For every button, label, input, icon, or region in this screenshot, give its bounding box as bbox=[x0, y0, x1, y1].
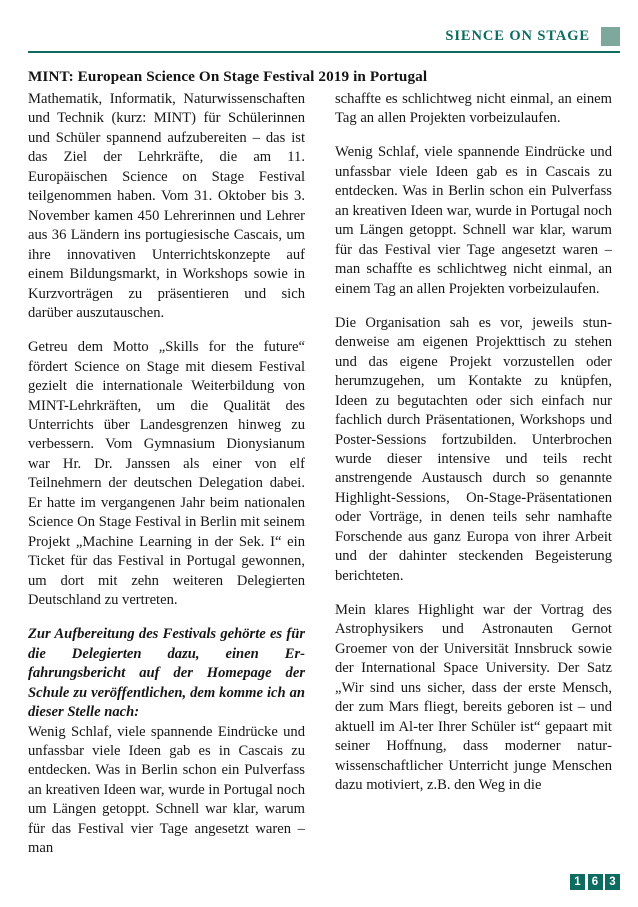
page-number-digit: 1 bbox=[570, 874, 585, 890]
paragraph: schaffte es schlichtweg nicht einmal, an einem Tag an allen Projekten vorbeizulaufen. bbox=[335, 91, 612, 127]
paragraph: Wenig Schlaf, viele spannende Eindrücke und unfassbar viele Ideen gab es in Cascais zu entdecken. Was in Berlin schon ein Pulverfass an kreativen Ideen war, wurde in Portugal noch um Längen getoppt. Schnell war klar, warum für das Festival vier Tage angesetzt waren – man schaffte es schlichtweg nicht einmal, an einem Tag an allen Projekten vorbeizulaufen. bbox=[335, 144, 612, 297]
article-body bbox=[28, 90, 612, 870]
column-left bbox=[28, 90, 305, 870]
running-head bbox=[445, 26, 620, 46]
page-number-folio bbox=[570, 874, 620, 890]
paragraph-emphasis-intro: Zur Aufbereitung des Festivals gehörte es für die Delegierten dazu, einen Erfahrungsbericht auf der Homepage der Schule zu veröffentlichen, dem komme ich an dieser Stelle nach: bbox=[28, 626, 305, 721]
page-number-digit: 3 bbox=[605, 874, 620, 890]
paragraph: Getreu dem Motto „Skills for the future“ fördert Science on Stage mit diesem Festival gezielt die internationale Weiterbildung von MINT-Lehrkräften, um die Qualität des Unterrichts über Landesgrenzen hinweg zu verbessern. Vom Gymnasium Dionysianum war Hr. Dr. Janssen als einer von elf Teilnehmern der deutschen Delegation dabei. Er hatte im vergangenen Jahr beim nationalen Science On Stage Festival in Berlin mit seinem Projekt „Machine Learning in der Sek. I“ ein Ticket für das Festival in Portugal gewonnen, um dort mit zehn weiteren Delegierten Deutschland zu vertreten. bbox=[28, 339, 305, 609]
running-head-square-icon bbox=[601, 27, 620, 46]
paragraph: Mein klares Highlight war der Vortrag des Astrophysikers und Astronauten Gernot Groemer von der Universität Innsbruck sowie der International Space University. Der Satz „Wir sind uns sicher, dass der erste Mensch, der zum Mars fliegt, bereits geboren ist – und aktuell im Al-ter Ihrer Schüler ist“ gepaart mit seiner Hoffnung, dass moderner naturwissenschaftlicher Unterricht junge Menschen dazu motiviert, z.B. den Weg in die bbox=[335, 601, 612, 793]
column-right bbox=[335, 90, 612, 870]
page-title: MINT: European Science On Stage Festival 2019 in Portugal bbox=[28, 68, 428, 86]
running-head-text: SIENCE ON STAGE bbox=[445, 27, 590, 44]
header-rule-divider bbox=[28, 51, 620, 53]
paragraph: Die Organisation sah es vor, jeweils stundenweise am eigenen Projekttisch zu stehen und das eigene Projekt vorzustellen oder herumzugehen, um Kontakte zu knüpfen, Ideen zu begutachten oder sich einfach nur fachlich durch Präsentationen, Workshops und Poster-Sessions fortzubilden. Unterbrochen wurde dieser intensive und teils recht anstrengende Austausch durch so genannte Highlight-Sessions, On-Stage-Präsentationen oder Vorträge, in denen teils sehr namhafte Forschende aus ganz Europa von ihrer Arbeit und der dahinter steckenden Begeisterung berichteten. bbox=[335, 314, 612, 584]
paragraph: Mathematik, Informatik, Naturwissenschaften und Technik (kurz: MINT) für Schülerinnen und Schüler spannend aufzubereiten – das ist das Ziel der Lehrkräfte, die am 11. Europäischen Science on Stage Festival teilgenommen haben. Vom 31. Oktober bis 3. November kamen 450 Lehrerinnen und Lehrer aus 36 Ländern ins portugiesische Cascais, um ihre innovativen Unterrichtskonzepte auf einem Bildungsmarkt, in Workshops sowie in Kurzvorträgen zu präsentieren und sich darüber auszutauschen. bbox=[28, 91, 305, 322]
page-number-digit: 6 bbox=[588, 874, 603, 890]
paragraph: Wenig Schlaf, viele spannende Eindrücke und unfassbar viele Ideen gab es in Cascais zu entdecken. Was in Berlin schon ein Pulverfass an kreativen Ideen war, wurde in Portugal noch um Längen getoppt. Schnell war klar, warum für das Festival vier Tage angesetzt waren – man bbox=[28, 723, 305, 857]
